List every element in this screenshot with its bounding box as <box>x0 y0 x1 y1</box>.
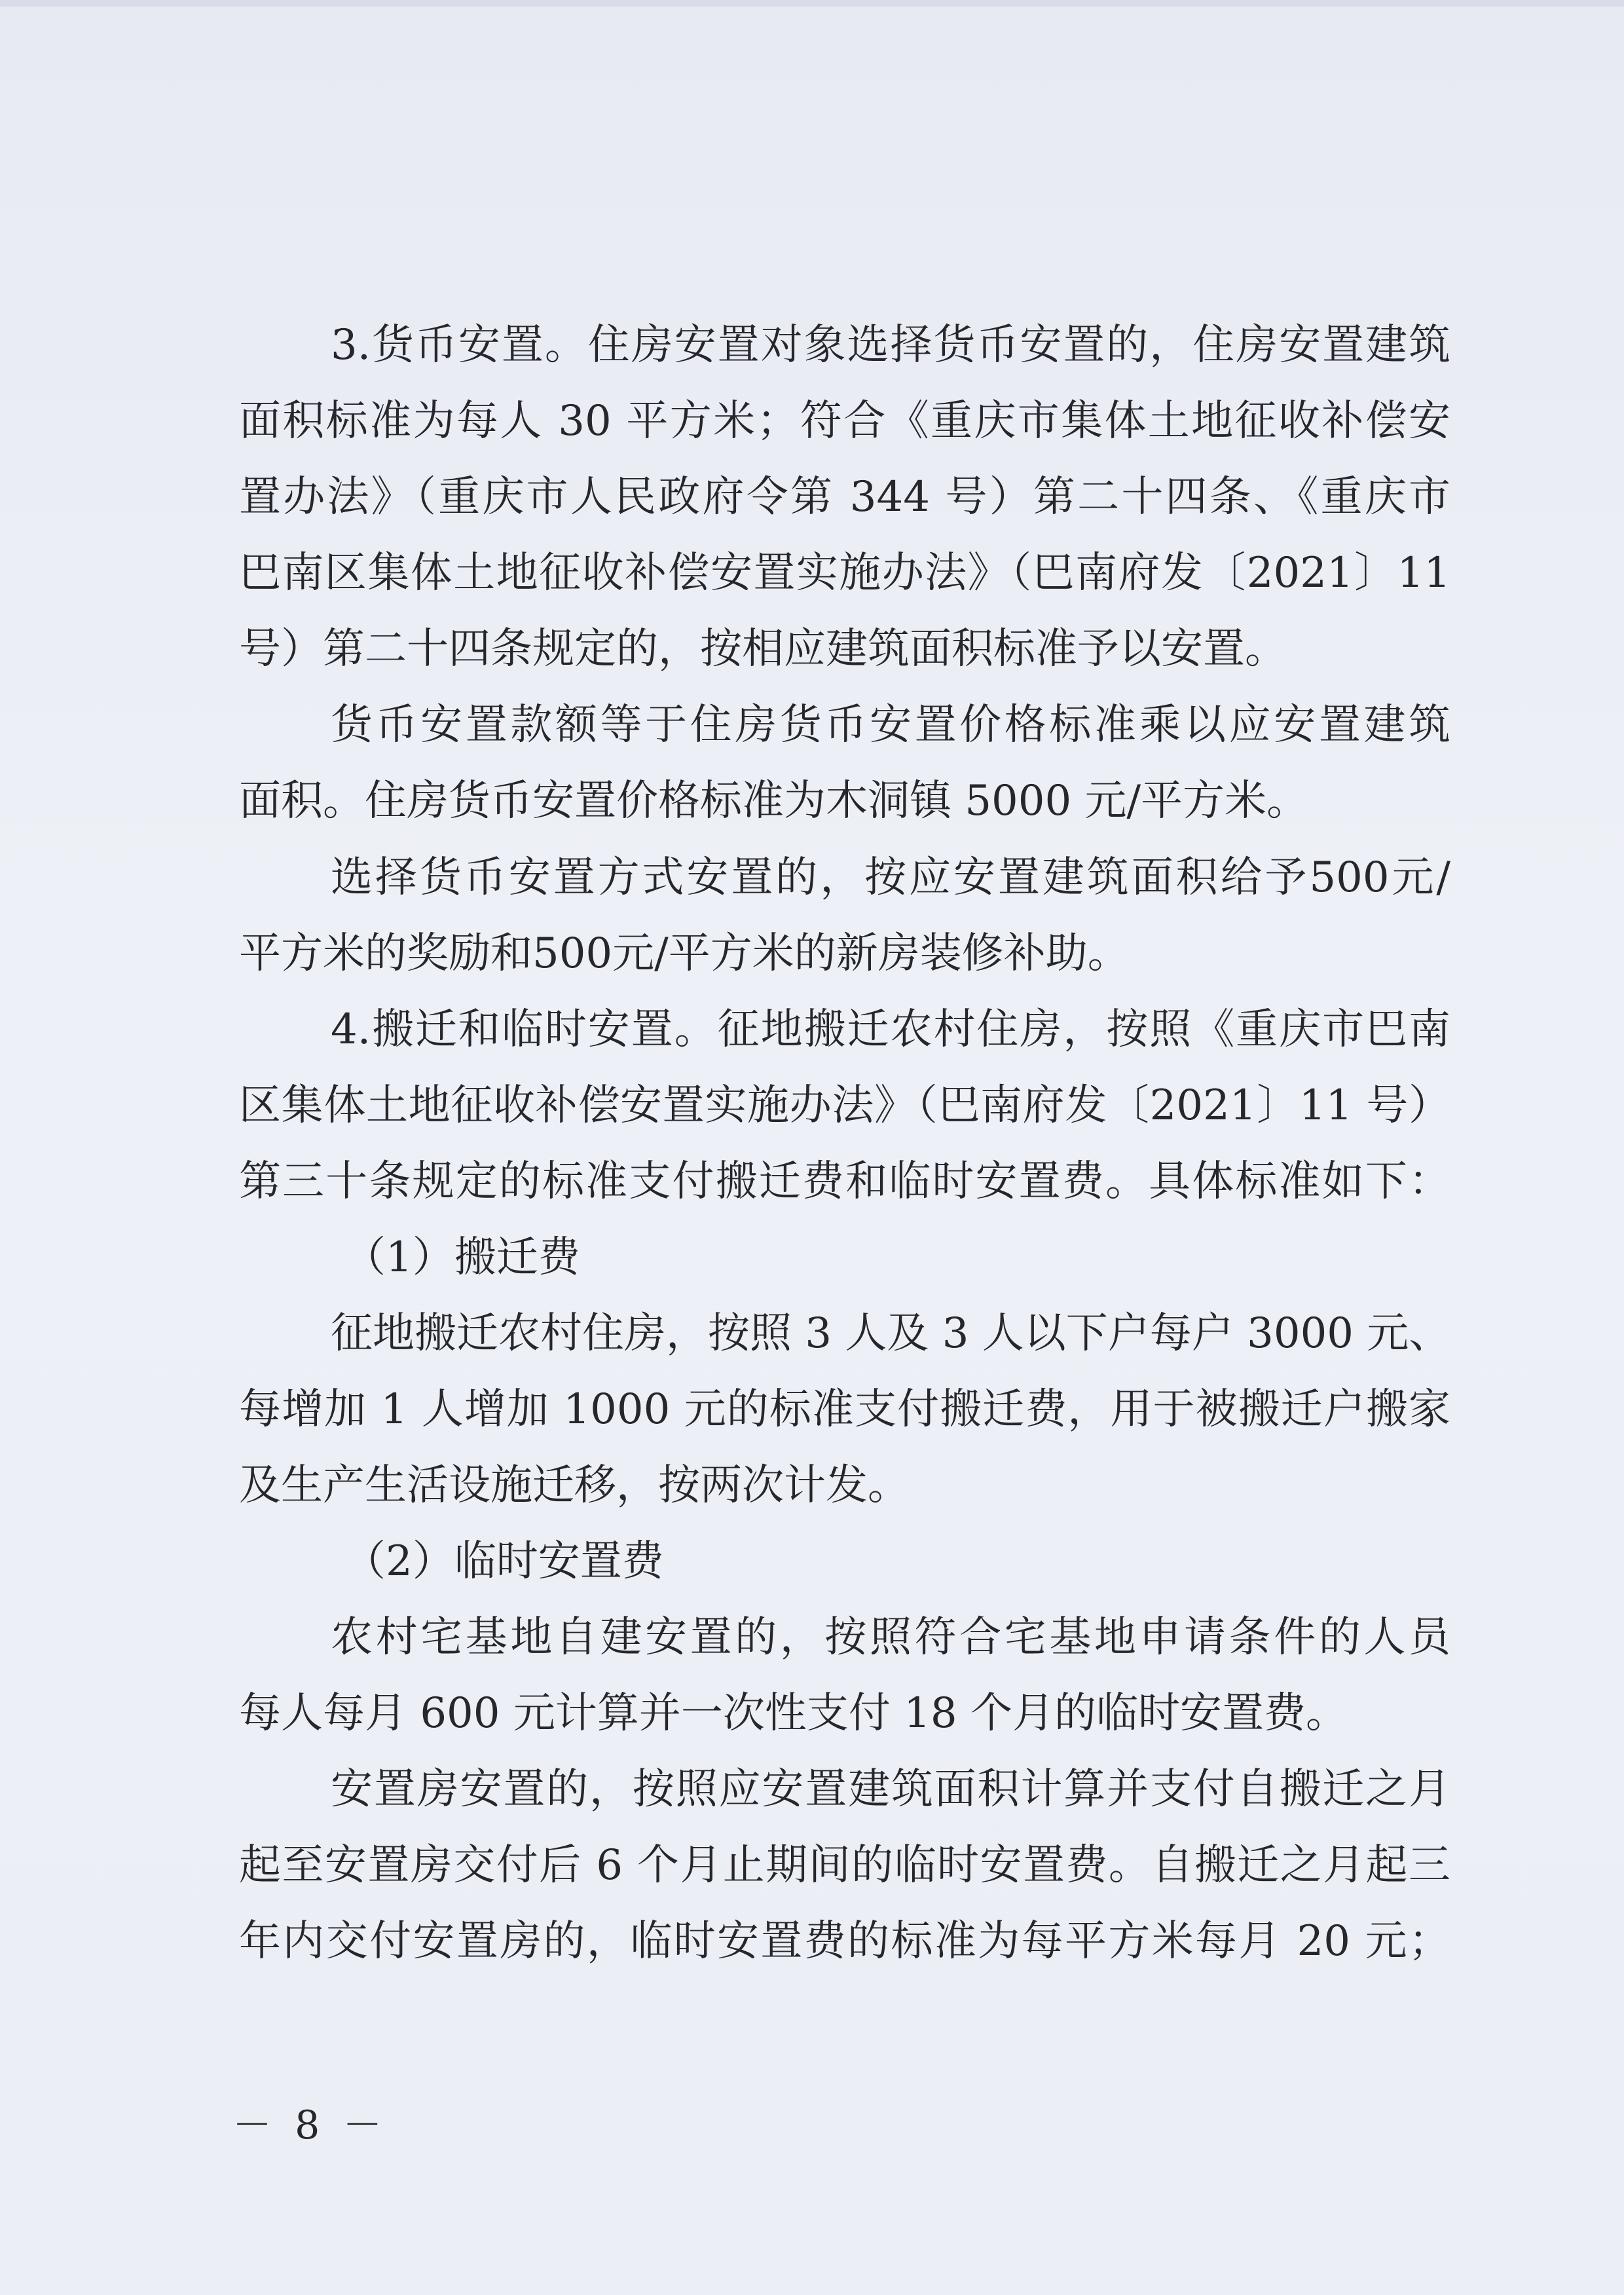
text-line: 巴南区集体土地征收补偿安置实施办法》（巴南府发〔2021〕11 <box>239 549 1450 597</box>
scan-edge <box>0 0 1624 7</box>
text-line: 3.货币安置。住房安置对象选择货币安置的，住房安置建筑 <box>331 321 1450 369</box>
text-line: 农村宅基地自建安置的，按照符合宅基地申请条件的人员 <box>331 1613 1450 1662</box>
text-line: 及生产生活设施迁移，按两次计发。 <box>239 1461 910 1510</box>
text-line: 置办法》（重庆市人民政府令第 344 号）第二十四条、《重庆市 <box>239 473 1450 521</box>
text-line: 每人每月 600 元计算并一次性支付 18 个月的临时安置费。 <box>239 1689 1348 1738</box>
text-line: 4.搬迁和临时安置。征地搬迁农村住房，按照《重庆市巴南 <box>331 1005 1450 1054</box>
text-line: 号）第二十四条规定的，按相应建筑面积标准予以安置。 <box>239 625 1287 673</box>
text-line: 货币安置款额等于住房货币安置价格标准乘以应安置建筑 <box>331 701 1450 749</box>
text-line: 面积标准为每人 30 平方米；符合《重庆市集体土地征收补偿安 <box>239 397 1450 445</box>
text-line: 选择货币安置方式安置的，按应安置建筑面积给予500元/ <box>331 853 1450 902</box>
page-number: － 8 － <box>232 2102 388 2148</box>
section-heading: （1）搬迁费 <box>344 1233 580 1282</box>
text-line: 第三十条规定的标准支付搬迁费和临时安置费。具体标准如下： <box>239 1157 1450 1206</box>
text-line: 每增加 1 人增加 1000 元的标准支付搬迁费，用于被搬迁户搬家 <box>239 1385 1450 1434</box>
section-heading: （2）临时安置费 <box>344 1537 664 1586</box>
text-line: 安置房安置的，按照应安置建筑面积计算并支付自搬迁之月 <box>331 1765 1450 1814</box>
text-line: 征地搬迁农村住房，按照 3 人及 3 人以下户每户 3000 元、 <box>331 1309 1450 1358</box>
text-line: 平方米的奖励和500元/平方米的新房装修补助。 <box>239 929 1130 978</box>
text-line: 区集体土地征收补偿安置实施办法》（巴南府发〔2021〕11 号） <box>239 1081 1450 1130</box>
text-line: 年内交付安置房的，临时安置费的标准为每平方米每月 20 元； <box>239 1917 1450 1966</box>
text-line: 起至安置房交付后 6 个月止期间的临时安置费。自搬迁之月起三 <box>239 1841 1450 1890</box>
text-line: 面积。住房货币安置价格标准为木洞镇 5000 元/平方米。 <box>239 777 1309 825</box>
